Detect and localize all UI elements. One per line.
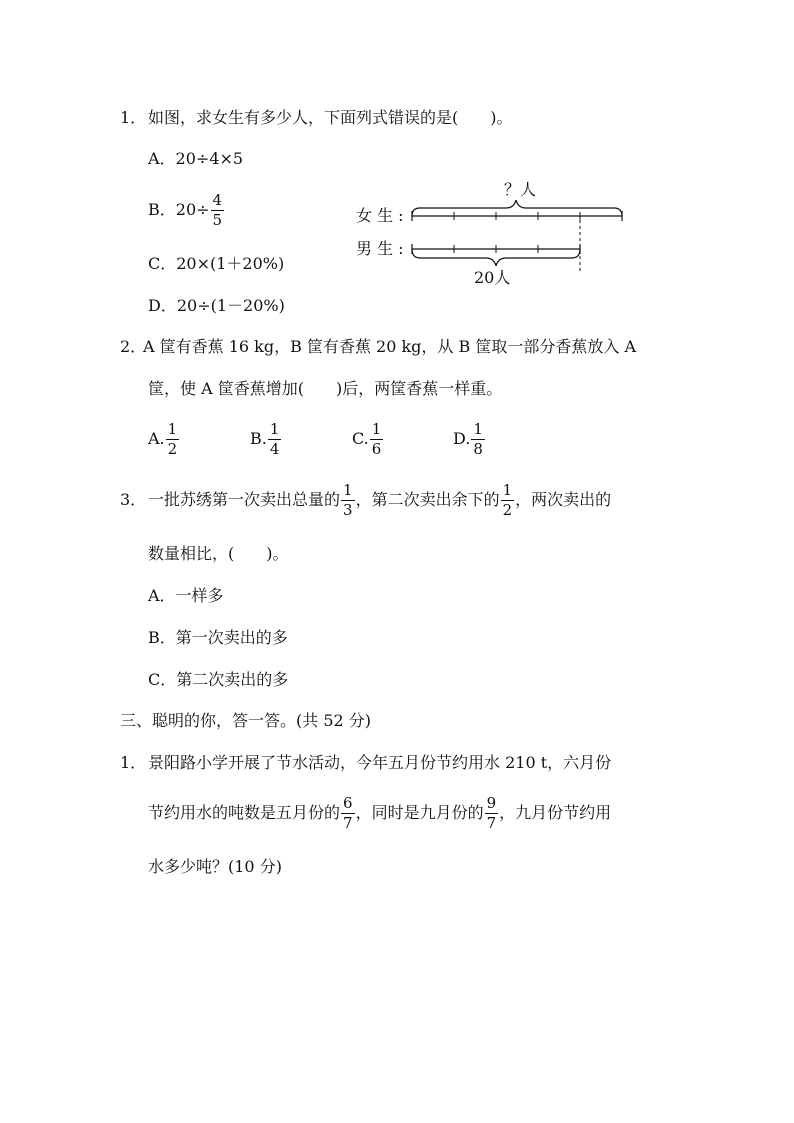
fraction-numerator: 4 [212,191,223,209]
q1-segment-diagram [356,176,636,292]
q3-number: 3． [120,490,147,509]
q1-option-a[interactable]: A．20÷4×5 [148,149,244,168]
q2-option-a[interactable] [148,419,180,459]
q3-line2: 数量相比，( )。 [148,544,289,563]
boys-label: 男 生 : [356,239,404,258]
q1-stem: 如图，求女生有多少人，下面列式错误的是( )。 [148,108,513,127]
option-prefix: C. [352,429,369,448]
q3-text-part1: 一批苏绣第一次卖出总量的 [148,490,341,509]
q2-line1: A 筐有香蕉 16 kg，B 筐有香蕉 20 kg，从 B 筐取一部分香蕉放入 A [143,337,636,356]
q1-option-b[interactable] [148,190,225,230]
q3-fraction-2 [501,481,515,520]
girls-brace [412,200,622,216]
fraction-denominator: 3 [343,501,353,519]
fraction-denominator: 5 [212,211,223,229]
s3-q1-fraction-2 [485,794,499,833]
fraction-numerator: 1 [502,481,513,499]
fraction-numerator: 1 [343,481,353,499]
fraction-denominator: 2 [167,440,178,458]
q1-number: 1． [120,108,147,127]
option-fraction [268,420,282,459]
q1-option-c[interactable]: C．20×(1＋20%) [148,254,285,273]
option-fraction [471,420,485,459]
s3-q1-line3: 水多少吨？(10 分) [148,857,282,876]
fraction-numerator: 9 [486,794,497,812]
q1-option-b-prefix: B．20÷ [148,200,210,219]
fraction-denominator: 4 [269,440,280,458]
q3-text-part2: ，第二次卖出余下的 [355,490,500,509]
question-label: ？人 [504,180,537,199]
diagram-lines [356,176,636,292]
option-prefix: D. [453,429,471,448]
q1-option-d[interactable]: D．20÷(1－20%) [148,296,285,315]
boys-total-label: 20人 [474,268,511,287]
section3-heading: 三、聪明的你，答一答。(共 52 分) [120,711,372,730]
s3-q1-text-part1: 节约用水的吨数是五月份的 [148,803,341,822]
option-fraction [166,420,180,459]
q3-option-b[interactable]: B．第一次卖出的多 [148,628,288,647]
option-fraction [370,420,384,459]
q3-option-a[interactable]: A．一样多 [148,586,224,605]
fraction-numerator: 6 [343,794,353,812]
q3-option-c[interactable]: C．第二次卖出的多 [148,670,289,689]
s3-q1-text-part2: ，同时是九月份的 [355,803,484,822]
q2-option-b[interactable] [250,419,282,459]
fraction-denominator: 6 [371,440,382,458]
s3-q1-line2 [148,793,611,833]
q2-number: 2． [120,337,147,356]
q1-option-b-fraction [211,191,225,230]
fraction-numerator: 1 [269,420,280,438]
q3-fraction-1 [341,481,355,520]
fraction-denominator: 7 [343,814,353,832]
q2-option-d[interactable] [453,419,486,459]
s3-q1-line1: 景阳路小学开展了节水活动，今年五月份节约用水 210 t，六月份 [148,753,612,772]
q3-line1 [148,480,611,520]
fraction-numerator: 1 [167,420,178,438]
q3-text-part3: ，两次卖出的 [515,490,612,509]
girls-label: 女 生 : [356,206,404,225]
s3-q1-fraction-1 [341,794,355,833]
fraction-denominator: 7 [486,814,497,832]
s3-q1-text-part3: ，九月份节约用 [499,803,612,822]
option-prefix: A. [148,429,165,448]
q2-line2: 筐，使 A 筐香蕉增加( )后，两筐香蕉一样重。 [148,379,503,398]
fraction-numerator: 1 [371,420,382,438]
q2-option-c[interactable] [352,419,384,459]
option-prefix: B. [250,429,267,448]
fraction-denominator: 2 [502,501,513,519]
fraction-denominator: 8 [473,440,483,458]
fraction-numerator: 1 [473,420,483,438]
s3-q1-number: 1． [120,753,147,772]
